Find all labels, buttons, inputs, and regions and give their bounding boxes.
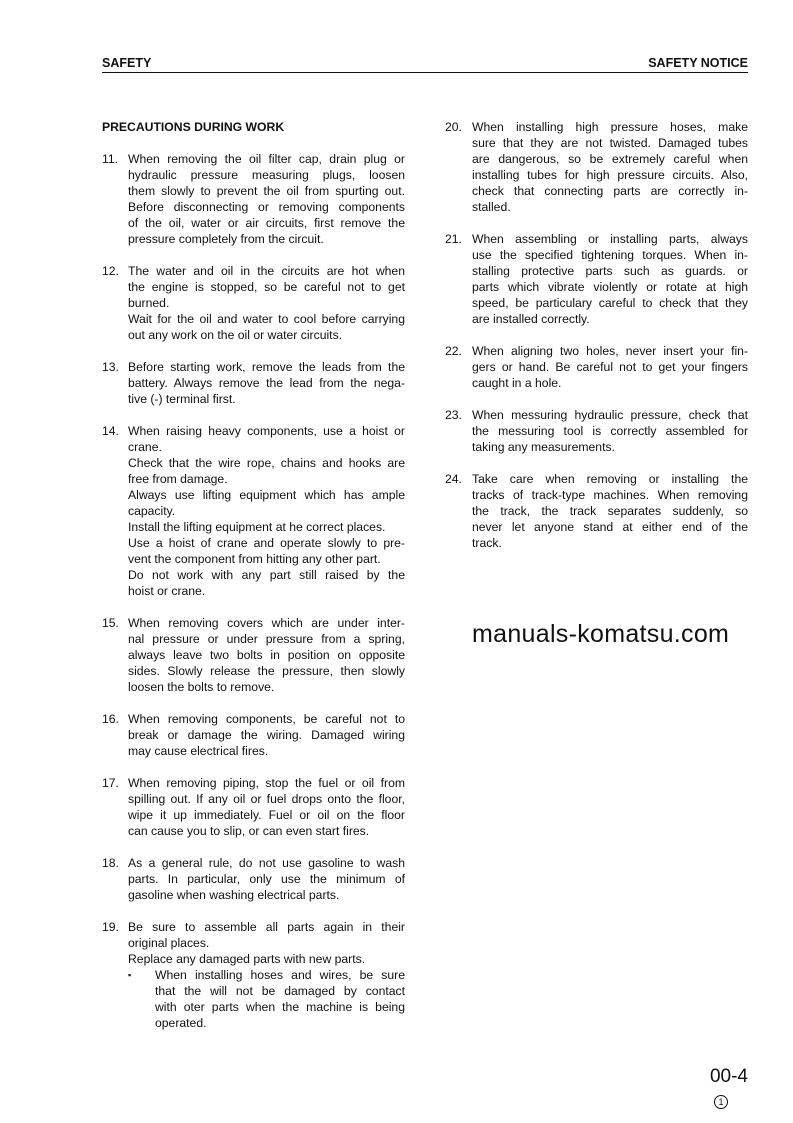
bullet-item [128, 967, 405, 1031]
header-section-label: SAFETY [102, 56, 152, 70]
text-line: them slowly to prevent the oil from spurting out. [128, 184, 405, 198]
text-line: track. [472, 536, 502, 550]
text-line: never let anyone stand at either end of the [472, 520, 748, 534]
text-line: with oter parts when the machine is being [155, 1000, 405, 1014]
watermark: manuals-komatsu.com [472, 620, 730, 648]
item-number: 13. [102, 360, 119, 374]
list-item [102, 151, 405, 247]
text-line: are dangerous, so be extremely careful when [472, 152, 748, 166]
list-item [102, 615, 405, 695]
list-item [102, 263, 405, 343]
text-line: speed, be particulary careful to check that they [472, 296, 748, 310]
item-number: 17. [102, 776, 119, 790]
text-line: battery. Always remove the lead from the nega- [128, 376, 405, 390]
text-line: When aligning two holes, never insert your fin- [472, 344, 748, 358]
text-line: that the will not be damaged by contact [155, 984, 405, 998]
text-line: sides. Slowly release the pressure, then slowly [128, 664, 405, 678]
text-line: the track, the track separates suddenly, so [472, 504, 748, 518]
list-item [445, 119, 748, 215]
text-line: wipe it up immediately. Fuel or oil on the floor [128, 808, 405, 822]
text-line: hydraulic pressure measuring plugs, loosen [128, 168, 405, 182]
text-line: capacity. [128, 504, 176, 518]
item-number: 15. [102, 616, 119, 630]
text-line: caught in a hole. [472, 376, 562, 390]
text-line: sure that they are not twisted. Damaged tubes [472, 136, 748, 150]
text-line: can cause you to slip, or can even start fires. [128, 824, 370, 838]
text-line: spilling out. If any oil or fuel drops onto the floor, [128, 792, 405, 806]
list-item [445, 343, 748, 391]
text-line: the messuring tool is correctly assembled for [472, 424, 748, 438]
text-line: free from damage. [128, 472, 228, 486]
list-item [102, 855, 405, 903]
list-item [445, 471, 748, 551]
text-line: original places. [128, 936, 210, 950]
text-line: pressure completely from the circuit. [128, 232, 324, 246]
item-number: 19. [102, 920, 119, 934]
text-line: nal pressure or under pressure from a spring, [128, 632, 405, 646]
list-item [102, 919, 405, 1031]
text-line: Take care when removing or installing the [472, 472, 748, 486]
text-line: When removing piping, stop the fuel or oil from [128, 776, 405, 790]
text-line: may cause electrical fires. [128, 744, 269, 758]
item-number: 21. [445, 232, 462, 246]
text-line: hoist or crane. [128, 584, 206, 598]
text-line: Install the lifting equipment at he correct places. [128, 520, 386, 534]
text-line: Replace any damaged parts with new parts. [128, 952, 366, 966]
header-page-title: SAFETY NOTICE [648, 56, 748, 70]
text-line: tracks of track-type machines. When removing [472, 488, 748, 502]
text-line: parts. In particular, only use the minimum of [128, 872, 405, 886]
item-number: 23. [445, 408, 462, 422]
page-number: 00-4 [709, 1066, 748, 1087]
item-number: 11. [102, 152, 119, 166]
text-line: Do not work with any part still raised by the [128, 568, 405, 582]
text-line: operated. [155, 1016, 207, 1030]
header-divider [102, 72, 748, 73]
text-line: crane. [128, 440, 162, 454]
text-line: of the oil, water or air circuits, first remove the [128, 216, 405, 230]
item-number: 14. [102, 424, 119, 438]
text-line: burned. [128, 296, 170, 310]
item-number: 20. [445, 120, 462, 134]
item-number: 12. [102, 264, 119, 278]
text-line: always leave two bolts in position on opposite [128, 648, 405, 662]
text-line: gers or hand. Be careful not to get your fingers [472, 360, 748, 374]
text-line: Use a hoist of crane and operate slowly to pre- [128, 536, 405, 550]
list-item [102, 423, 405, 599]
list-item [445, 407, 748, 455]
text-line: tive (-) terminal first. [128, 392, 236, 406]
list-item [102, 711, 405, 759]
text-line: When assembling or installing parts, always [472, 232, 748, 246]
item-number: 24. [445, 472, 462, 486]
text-line: are installed correctly. [472, 312, 590, 326]
text-line: loosen the bolts to remove. [128, 680, 275, 694]
text-line: parts which vibrate violently or rotate at high [472, 280, 748, 294]
revision-mark: 1 [714, 1095, 728, 1109]
text-line: taking any measurements. [472, 440, 615, 454]
text-line: stalled. [472, 200, 511, 214]
text-line: When installing high pressure hoses, make [472, 120, 748, 134]
text-line: break or damage the wiring. Damaged wiring [128, 728, 405, 742]
text-line: vent the component from hitting any other part. [128, 552, 381, 566]
text-line: Before disconnecting or removing components [128, 200, 405, 214]
bullet-icon: ▪ [128, 970, 132, 980]
list-item [102, 359, 405, 407]
text-line: gasoline when washing electrical parts. [128, 888, 340, 902]
text-line: When raising heavy components, use a hoist or [128, 424, 405, 438]
item-number: 22. [445, 344, 462, 358]
text-line: installing tubes for high pressure circuits. Also, [472, 168, 748, 182]
list-item [102, 775, 405, 839]
text-line: check that connecting parts are correctly in- [472, 184, 748, 198]
text-line: When removing components, be careful not to [128, 712, 405, 726]
item-number: 18. [102, 856, 119, 870]
text-line: Be sure to assemble all parts again in their [128, 920, 405, 934]
right-column [445, 119, 748, 567]
text-line: As a general rule, do not use gasoline to wash [128, 856, 405, 870]
text-line: When removing the oil filter cap, drain plug or [128, 152, 405, 166]
section-heading: PRECAUTIONS DURING WORK [102, 120, 285, 134]
text-line: the engine is stopped, so be careful not to get [128, 280, 405, 294]
text-line: Check that the wire rope, chains and hooks are [128, 456, 405, 470]
text-line: Before starting work, remove the leads from the [128, 360, 405, 374]
left-column [102, 119, 405, 1047]
text-line: When installing hoses and wires, be sure [155, 968, 405, 982]
text-line: use the specified tightening torques. When in- [472, 248, 748, 262]
text-line: Always use lifting equipment which has ample [128, 488, 405, 502]
text-line: out any work on the oil or water circuits. [128, 328, 343, 342]
text-line: The water and oil in the circuits are hot when [128, 264, 405, 278]
text-line: stalling protective parts such as guards. or [472, 264, 748, 278]
text-line: When removing covers which are under inter- [128, 616, 405, 630]
text-line: When messuring hydraulic pressure, check that [472, 408, 748, 422]
list-item [445, 231, 748, 327]
text-line: Wait for the oil and water to cool before carrying [128, 312, 405, 326]
item-number: 16. [102, 712, 119, 726]
